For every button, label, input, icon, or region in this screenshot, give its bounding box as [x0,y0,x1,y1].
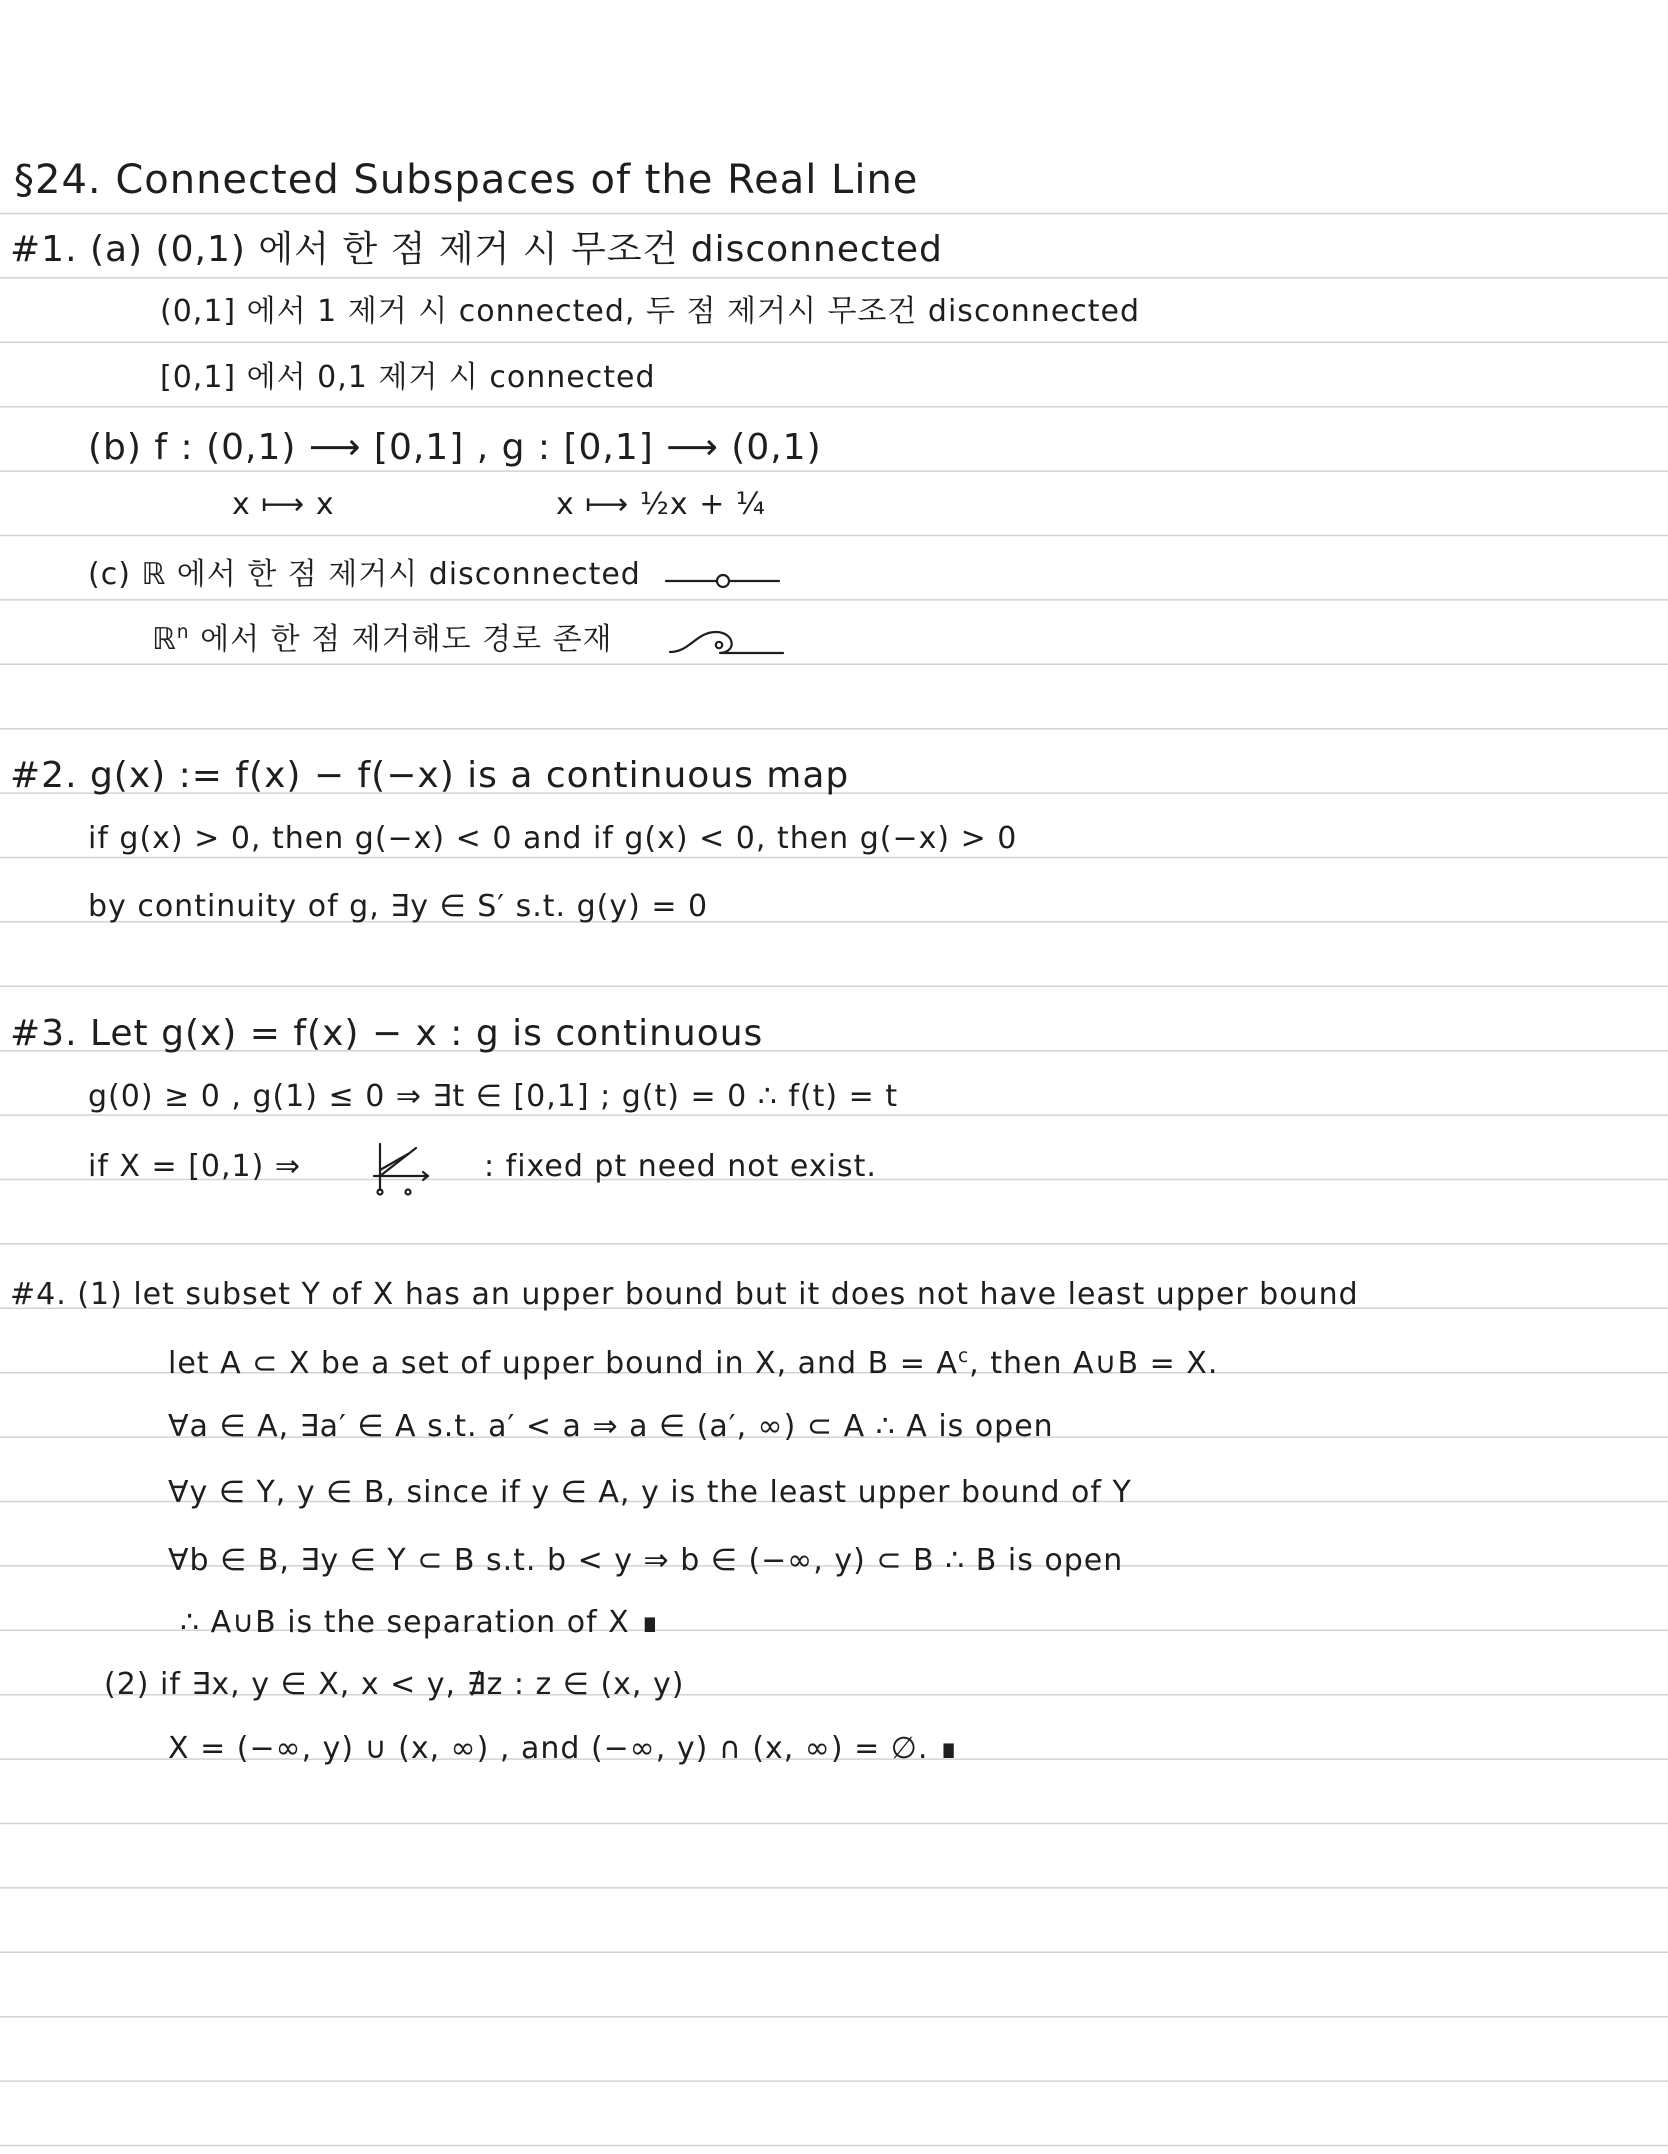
problem-2-line-2: if g(x) > 0, then g(−x) < 0 and if g(x) < 0, then g(−x) > 0 [88,821,1018,856]
problem-1a-line-1: #1. (a) (0,1) 에서 한 점 제거 시 무조건 disconnected [10,229,943,270]
problem-4-line-1: #4. (1) let subset Y of X has an upper bound but it does not have least upper bound [10,1277,1359,1312]
problem-4-line-6: ∴ A∪B is the separation of X ∎ [180,1605,661,1640]
problem-1b-line-1: (b) f : (0,1) ⟶ [0,1] , g : [0,1] ⟶ (0,1) [88,427,822,468]
section-title: §24. Connected Subspaces of the Real Line [14,157,919,203]
problem-4-line-2: let A ⊂ X be a set of upper bound in X, and $B = A^c$, then A∪B = X. [168,1346,1219,1381]
problem-3-line-3-start: if X = [0,1) ⇒ [88,1149,301,1184]
problem-1c-line-2: ℝ$^n$ 에서 한 점 제거해도 경로 존재 [152,622,613,657]
punctured-line-sketch [664,566,784,596]
problem-2-line-1: #2. g(x) := f(x) − f(−x) is a continuous map [10,755,850,796]
problem-1a-line-2: (0,1] 에서 1 제거 시 connected, 두 점 제거시 무조건 disconnected [160,294,1141,329]
problem-3-line-1: #3. Let g(x) = f(x) − x : g is continuous [10,1013,764,1054]
fixed-point-graph-sketch [368,1140,436,1196]
problem-4-line-3: ∀a ∈ A, ∃a′ ∈ A s.t. a′ < a ⇒ a ∈ (a′, ∞) ⊂ A ∴ A is open [168,1409,1054,1444]
problem-2-line-3: by continuity of g, ∃y ∈ S′ s.t. g(y) = 0 [88,889,709,924]
problem-1a-line-3: [0,1] 에서 0,1 제거 시 connected [160,360,656,395]
problem-1b-map-g: x ⟼ ½x + ¼ [556,487,766,522]
problem-3-line-2: g(0) ≥ 0 , g(1) ≤ 0 ⇒ ∃t ∈ [0,1] ; g(t) = 0 ∴ f(t) = t [88,1079,899,1114]
problem-1b-map-f: x ⟼ x [232,487,335,522]
problem-4-line-8: X = (−∞, y) ∪ (x, ∞) , and (−∞, y) ∩ (x, ∞) = ∅. ∎ [168,1731,960,1766]
problem-1c-line-1: (c) ℝ 에서 한 점 제거시 disconnected [88,557,641,592]
problem-4-line-4: ∀y ∈ Y, y ∈ B, since if y ∈ A, y is the least upper bound of Y [168,1475,1132,1510]
problem-3-line-3-end: : fixed pt need not exist. [484,1149,877,1184]
problem-4-line-5: ∀b ∈ B, ∃y ∈ Y ⊂ B s.t. b < y ⇒ b ∈ (−∞, y) ⊂ B ∴ B is open [168,1543,1124,1578]
problem-4-line-7: (2) if ∃x, y ∈ X, x < y, ∄z : z ∈ (x, y) [104,1667,685,1702]
detour-path-sketch [668,622,788,662]
